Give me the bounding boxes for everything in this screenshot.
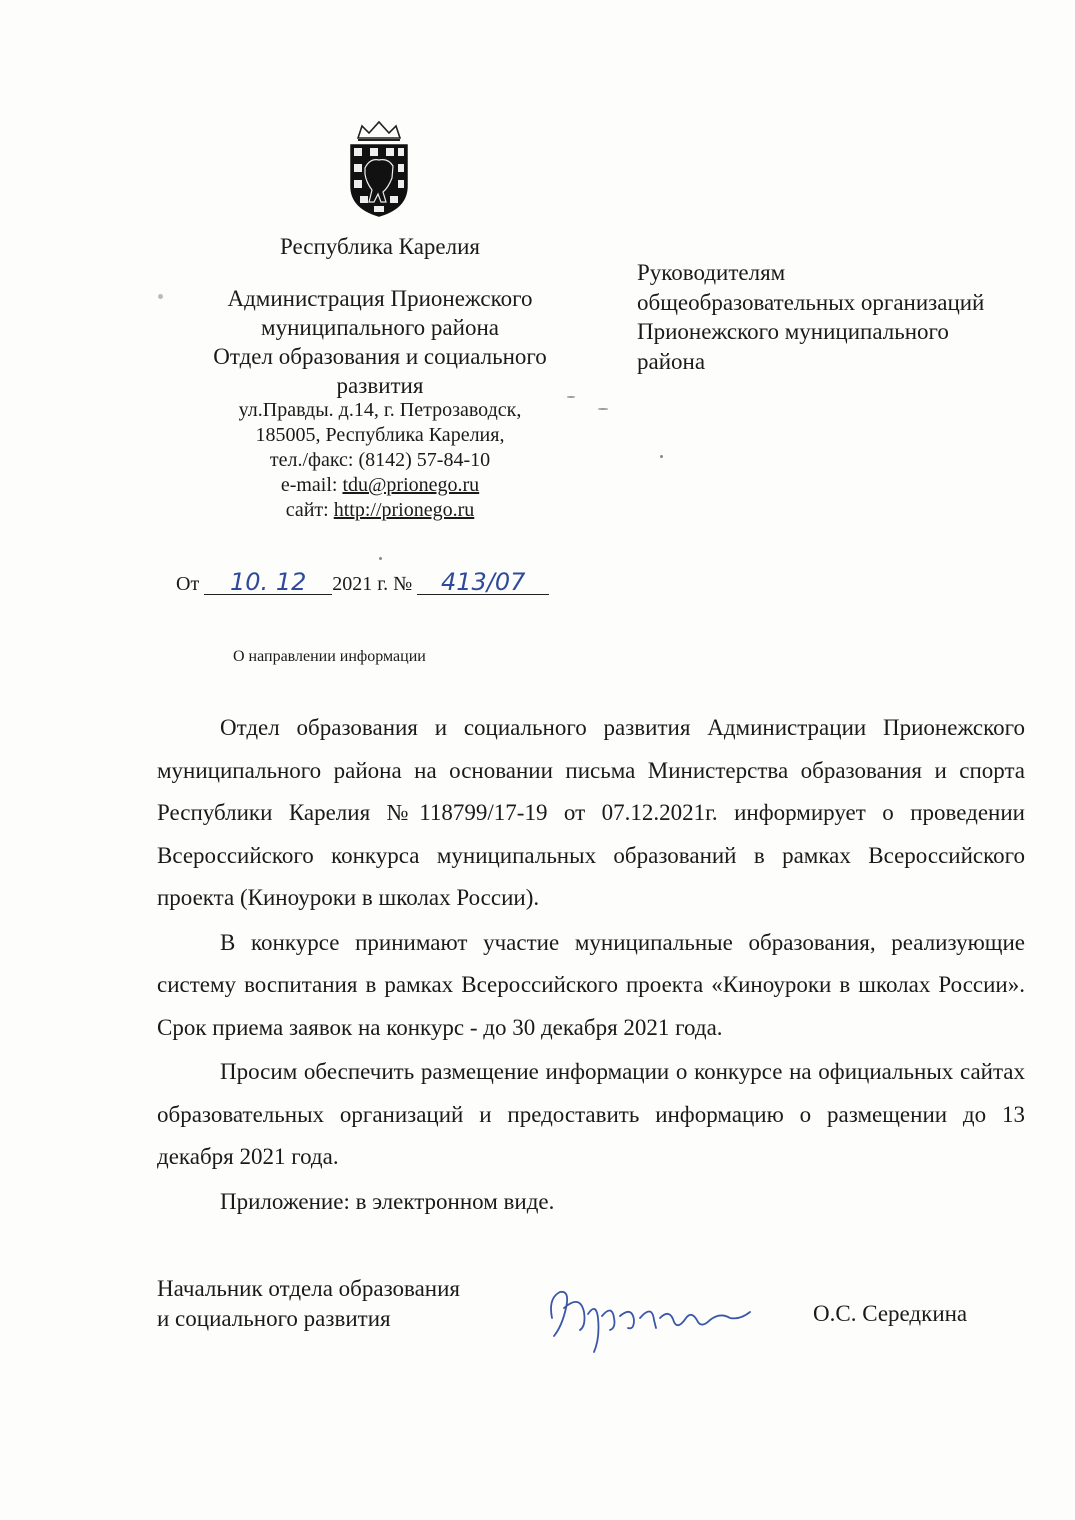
addressee-line1: Руководителям [637,260,786,285]
from-label: От [176,573,200,595]
signatory-title [157,1274,460,1334]
dept-name-line2: развития [336,373,424,398]
email-line [180,473,580,498]
site-label: сайт: [285,499,329,521]
contact-block [180,398,580,523]
subject-line: О направлении информации [233,648,426,665]
email-label: e-mail: [280,474,338,496]
body-paragraph-2: В конкурсе принимают участие муниципальные образования, реализующие систему воспитания в рамках Всероссийского проекта «Киноуроки в школах России». Срок приема заявок на конкурс - до 30 декабря 2021 года. [157,929,1025,1040]
handwritten-date: 10. 12 [204,570,332,595]
site-link[interactable]: http://prionego.ru [333,499,475,521]
scan-speck [158,294,163,299]
body-paragraph-1: Отдел образования и социального развития Администрации Прионежского муниципального района на основании письма Министерства образования и спорта Республики Карелия №118799/17-19 от 07.12.2021г. информирует о проведении Всероссийского конкурса муниципальных образований в рамках Всероссийского проекта (Киноуроки в школах России). [157,715,1025,910]
addressee-line3: Прионежского муниципального [637,319,949,344]
scan-speck [598,408,608,410]
republic-name: Республика Карелия [279,234,480,259]
address-line1: ул.Правды. д.14, г. Петрозаводск, [238,399,522,421]
addressee-block [637,258,1057,376]
scan-speck [379,557,382,560]
signatory-name: О.С. Середкина [813,1301,968,1326]
scan-speck [660,455,663,458]
handwritten-doc-number: 413/07 [417,570,549,595]
admin-name-line2: муниципального района [261,315,499,340]
signatory-title-line1: Начальник отдела образования [157,1276,460,1301]
body-paragraph-3: Просим обеспечить размещение информации о конкурсе на официальных сайтах образовательных организаций и предоставить информацию о размещении до 13 декабря 2021 года. [157,1059,1025,1169]
letter-body [157,707,1025,1225]
body-paragraph-4: Приложение: в электронном виде. [220,1188,555,1214]
admin-name-line1: Администрация Прионежского [227,286,533,311]
dept-name-line1: Отдел образования и социального [213,344,547,369]
scan-speck [567,396,575,398]
addressee-line2: общеобразовательных организаций [637,289,985,315]
email-link[interactable]: tdu@prionego.ru [342,474,480,496]
address-line2: 185005, Республика Карелия, [255,424,505,446]
signatory-title-line2: и социального развития [157,1306,391,1331]
organization-block [180,284,580,400]
addressee-line4: района [637,348,706,374]
phone-line: тел./факс: (8142) 57-84-10 [269,449,491,471]
coat-of-arms-emblem [348,118,410,218]
date-number-line [176,570,549,596]
site-line [180,498,580,523]
year-number-label: 2021 г. № [332,573,413,595]
handwritten-signature [540,1278,760,1358]
